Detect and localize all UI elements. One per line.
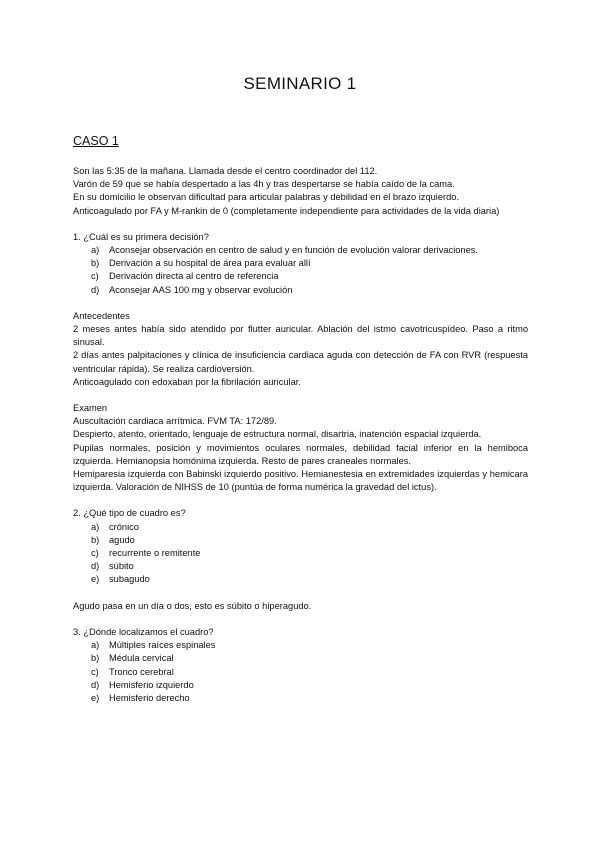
option-list (73, 521, 528, 587)
option-letter: d) (91, 679, 100, 690)
question-3 (73, 626, 528, 705)
option-text: Aconsejar observación en centro de salud y en función de evolución valorar derivaciones. (109, 245, 478, 256)
examen-line: Hemiparesia izquierda con Babinski izquierdo positivo. Hemianestesia en extremidades izquierdas y hemicara izquierda. Valoración de NIHSS de 10 (puntúa de forma numérica la gravedad del ictus). (73, 469, 528, 493)
option-list (73, 639, 528, 705)
option-letter: a) (91, 640, 100, 651)
page-title: SEMINARIO 1 (243, 74, 357, 93)
option-text: Tronco cerebral (109, 666, 174, 677)
option-text: recurrente o remitente (109, 548, 201, 559)
option-letter: b) (91, 258, 100, 269)
section-heading: Antecedentes (73, 310, 130, 321)
option-item (91, 270, 528, 283)
option-letter: b) (91, 534, 100, 545)
antecedentes-line: 2 días antes palpitaciones y clínica de insuficiencia cardiaca aguda con detección de FA con RVR (respuesta ventricular rápida). Se realiza cardioversión. (73, 350, 528, 374)
option-item (91, 639, 528, 652)
option-letter: a) (91, 245, 100, 256)
option-item (91, 257, 528, 270)
option-text: Múltiples raíces espinales (109, 640, 216, 651)
intro-line: Varón de 59 que se había despertado a las 4h y tras despertarse se había caído de la cama. (73, 179, 455, 190)
intro-line: En su domicilio le observan dificultad para articular palabras y debilidad en el brazo izquierdo. (73, 192, 460, 203)
antecedentes-section (73, 310, 528, 389)
answer-note: Agudo pasa en un día o dos, esto es súbito o hiperagudo. (73, 600, 312, 611)
option-item (91, 652, 528, 665)
intro-section (73, 165, 528, 218)
examen-line: Auscultación cardiaca arrítmica. FVM TA: 172/89. (73, 416, 277, 427)
question-text: 1. ¿Cuál es su primera decisión? (73, 231, 209, 242)
option-item (91, 666, 528, 679)
option-letter: c) (91, 666, 99, 677)
option-item (91, 560, 528, 573)
option-text: Hemisferio izquierdo (109, 679, 194, 690)
option-text: crónico (109, 521, 139, 532)
antecedentes-line: Anticoagulado con edoxaban por la fibrilación auricular. (73, 376, 301, 387)
document-body (73, 165, 528, 705)
option-letter: d) (91, 284, 100, 295)
examen-line: Despierto, atento, orientado, lenguaje de estructura normal, disartria, inatención espacial izquierda. (73, 429, 482, 440)
option-letter: c) (91, 548, 99, 559)
option-letter: e) (91, 574, 100, 585)
option-text: Aconsejar AAS 100 mg y observar evolución (109, 284, 293, 295)
intro-line: Anticoagulado por FA y M-rankin de 0 (completamente independiente para actividades de la vida diaria) (73, 205, 500, 216)
option-item (91, 521, 528, 534)
examen-section (73, 402, 528, 494)
option-item (91, 534, 528, 547)
case-heading: CASO 1 (73, 134, 119, 148)
option-item (91, 244, 528, 257)
antecedentes-line: 2 meses antes había sido atendido por flutter auricular. Ablación del istmo cavotricuspídeo. Paso a ritmo sinusal. (73, 324, 528, 348)
question-text: 3. ¿Dónde localizamos el cuadro? (73, 626, 214, 637)
option-letter: b) (91, 653, 100, 664)
option-text: Hemisferio derecho (109, 692, 190, 703)
option-list (73, 244, 528, 297)
option-letter: a) (91, 521, 100, 532)
examen-line: Pupilas normales, posición y movimientos oculares normales, debilidad facial inferior en la hemiboca izquierda. Hemianopsia homónima izquierda. Resto de pares craneales normales. (73, 442, 528, 466)
option-letter: c) (91, 271, 99, 282)
option-item (91, 679, 528, 692)
question-2 (73, 507, 528, 612)
option-item (91, 547, 528, 560)
option-letter: e) (91, 692, 100, 703)
option-text: Derivación directa al centro de referencia (109, 271, 279, 282)
option-item (91, 692, 528, 705)
option-text: súbito (109, 561, 134, 572)
option-item (91, 573, 528, 586)
option-text: Médula cervical (109, 653, 174, 664)
intro-line: Son las 5:35 de la mañana. Llamada desde el centro coordinador del 112. (73, 166, 378, 176)
question-text: 2. ¿Qué tipo de cuadro es? (73, 508, 186, 519)
option-text: Derivación a su hospital de área para evaluar allí (109, 258, 311, 269)
section-heading: Examen (73, 403, 108, 414)
option-letter: d) (91, 561, 100, 572)
option-text: agudo (109, 534, 135, 545)
option-item (91, 284, 528, 297)
option-text: subagudo (109, 574, 150, 585)
question-1 (73, 231, 528, 297)
